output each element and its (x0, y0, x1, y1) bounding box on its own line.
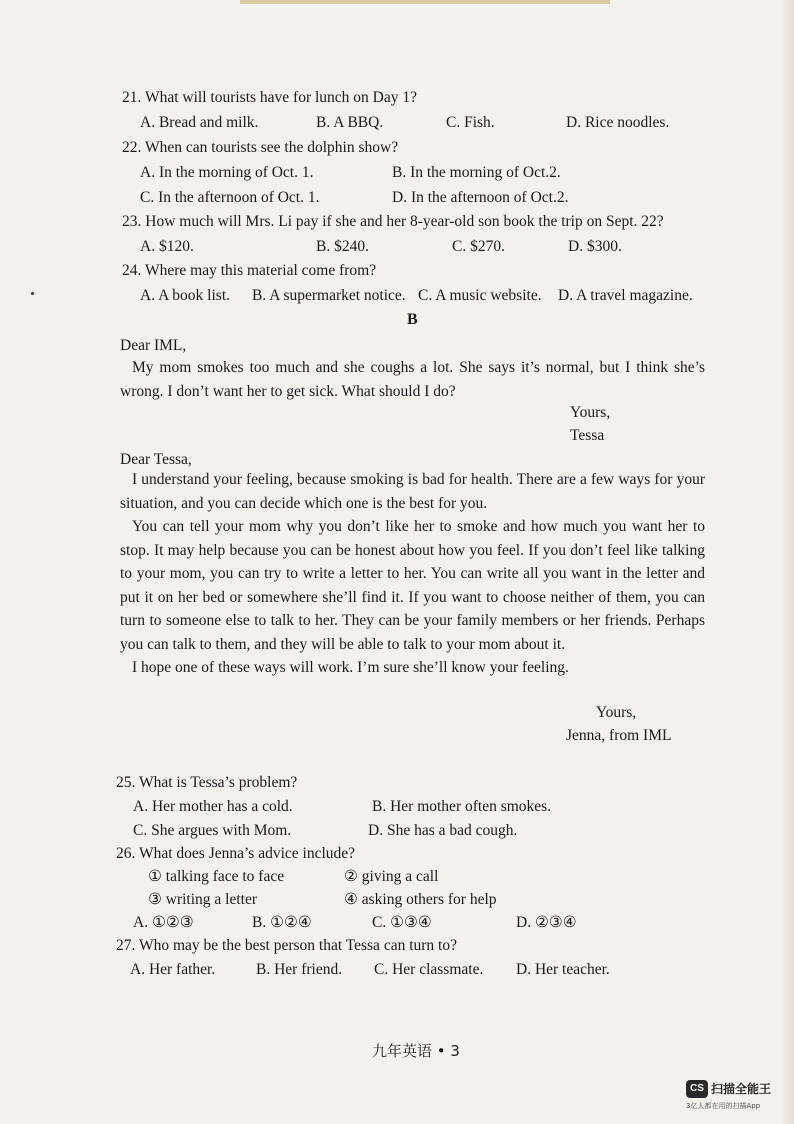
letter2-body (120, 468, 705, 680)
option-22-a: A. In the morning of Oct. 1. (140, 164, 314, 181)
option-27-c: C. Her classmate. (374, 961, 484, 978)
question-26: 26. What does Jenna’s advice include? (116, 845, 356, 862)
option-26-d: D. ②③④ (516, 914, 577, 931)
scan-speck (31, 292, 34, 295)
option-25-b: B. Her mother often smokes. (372, 798, 552, 815)
option-24-a: A. A book list. (140, 287, 231, 304)
advice-item-4: ④ asking others for help (344, 891, 497, 908)
option-24-b: B. A supermarket notice. (252, 287, 406, 304)
option-25-c: C. She argues with Mom. (133, 822, 292, 839)
option-25-a: A. Her mother has a cold. (133, 798, 293, 815)
option-21-b: B. A BBQ. (316, 114, 384, 131)
option-21-c: C. Fish. (446, 114, 495, 131)
page-right-edge (780, 0, 794, 1124)
option-21-d: D. Rice noodles. (566, 114, 670, 131)
option-27-d: D. Her teacher. (516, 961, 610, 978)
option-23-b: B. $240. (316, 238, 369, 255)
option-27-a: A. Her father. (130, 961, 216, 978)
option-24-d: D. A travel magazine. (558, 287, 693, 304)
option-26-b: B. ①②④ (252, 914, 312, 931)
option-26-c: C. ①③④ (372, 914, 432, 931)
option-23-d: D. $300. (568, 238, 622, 255)
scanner-logo-icon: CS (686, 1080, 708, 1098)
question-23: 23. How much will Mrs. Li pay if she and her 8-year-old son book the trip on Sept. 22? (122, 213, 664, 230)
letter1-paragraph: My mom smokes too much and she coughs a lot. She says it’s normal, but I think she’s wrong. I don’t want her to get sick. What should I do? (120, 359, 705, 400)
advice-item-1: ① talking face to face (148, 868, 285, 885)
option-21-a: A. Bread and milk. (140, 114, 259, 131)
question-22: 22. When can tourists see the dolphin show? (122, 139, 399, 156)
option-22-b: B. In the morning of Oct.2. (392, 164, 561, 181)
question-27: 27. Who may be the best person that Tessa can turn to? (116, 937, 457, 954)
letter1-signature: Tessa (570, 427, 605, 444)
letter2-signature: Jenna, from IML (566, 727, 672, 744)
letter2-paragraph-2: You can tell your mom why you don’t like her to smoke and how much you want her to stop. It may help because you can be honest about how you feel. If you don’t feel like talking to your mom, you can try to write a letter to her. You can write all you want in the letter and put it on her bed or somewhere she’ll find it. If you want to choose neither of them, you can turn to someone else to talk to her. They can be your family members or her friends. Perhaps you can talk to them, and they will be able to talk to your mom about it. (120, 518, 705, 653)
question-21: 21. What will tourists have for lunch on Day 1? (122, 89, 418, 106)
option-22-d: D. In the afternoon of Oct.2. (392, 189, 569, 206)
advice-item-2: ② giving a call (344, 868, 439, 885)
letter1-closing: Yours, (570, 404, 611, 421)
page-top-band (240, 0, 610, 4)
advice-item-3: ③ writing a letter (148, 891, 258, 908)
letter2-paragraph-3: I hope one of these ways will work. I’m sure she’ll know your feeling. (132, 659, 569, 676)
letter2-closing: Yours, (596, 704, 637, 721)
letter1-salutation: Dear IML, (120, 337, 187, 354)
scanner-app-name: 扫描全能王 (711, 1082, 772, 1096)
letter2-salutation: Dear Tessa, (120, 451, 192, 468)
option-26-a: A. ①②③ (133, 914, 194, 931)
option-27-b: B. Her friend. (256, 961, 343, 978)
option-24-c: C. A music website. (418, 287, 542, 304)
option-25-d: D. She has a bad cough. (368, 822, 518, 839)
option-23-a: A. $120. (140, 238, 194, 255)
option-22-c: C. In the afternoon of Oct. 1. (140, 189, 320, 206)
question-24: 24. Where may this material come from? (122, 262, 377, 279)
letter2-paragraph-1: I understand your feeling, because smoking is bad for health. There are a few ways for your situation, and you can decide which one is the best for you. (120, 471, 705, 512)
question-25: 25. What is Tessa’s problem? (116, 774, 298, 791)
option-23-c: C. $270. (452, 238, 505, 255)
section-b-label: B (407, 311, 418, 328)
scanner-tagline: 3亿人都在用的扫描App (686, 1102, 761, 1110)
letter1-body (120, 356, 705, 403)
page-footer: 九年英语 • 3 (372, 1042, 460, 1060)
